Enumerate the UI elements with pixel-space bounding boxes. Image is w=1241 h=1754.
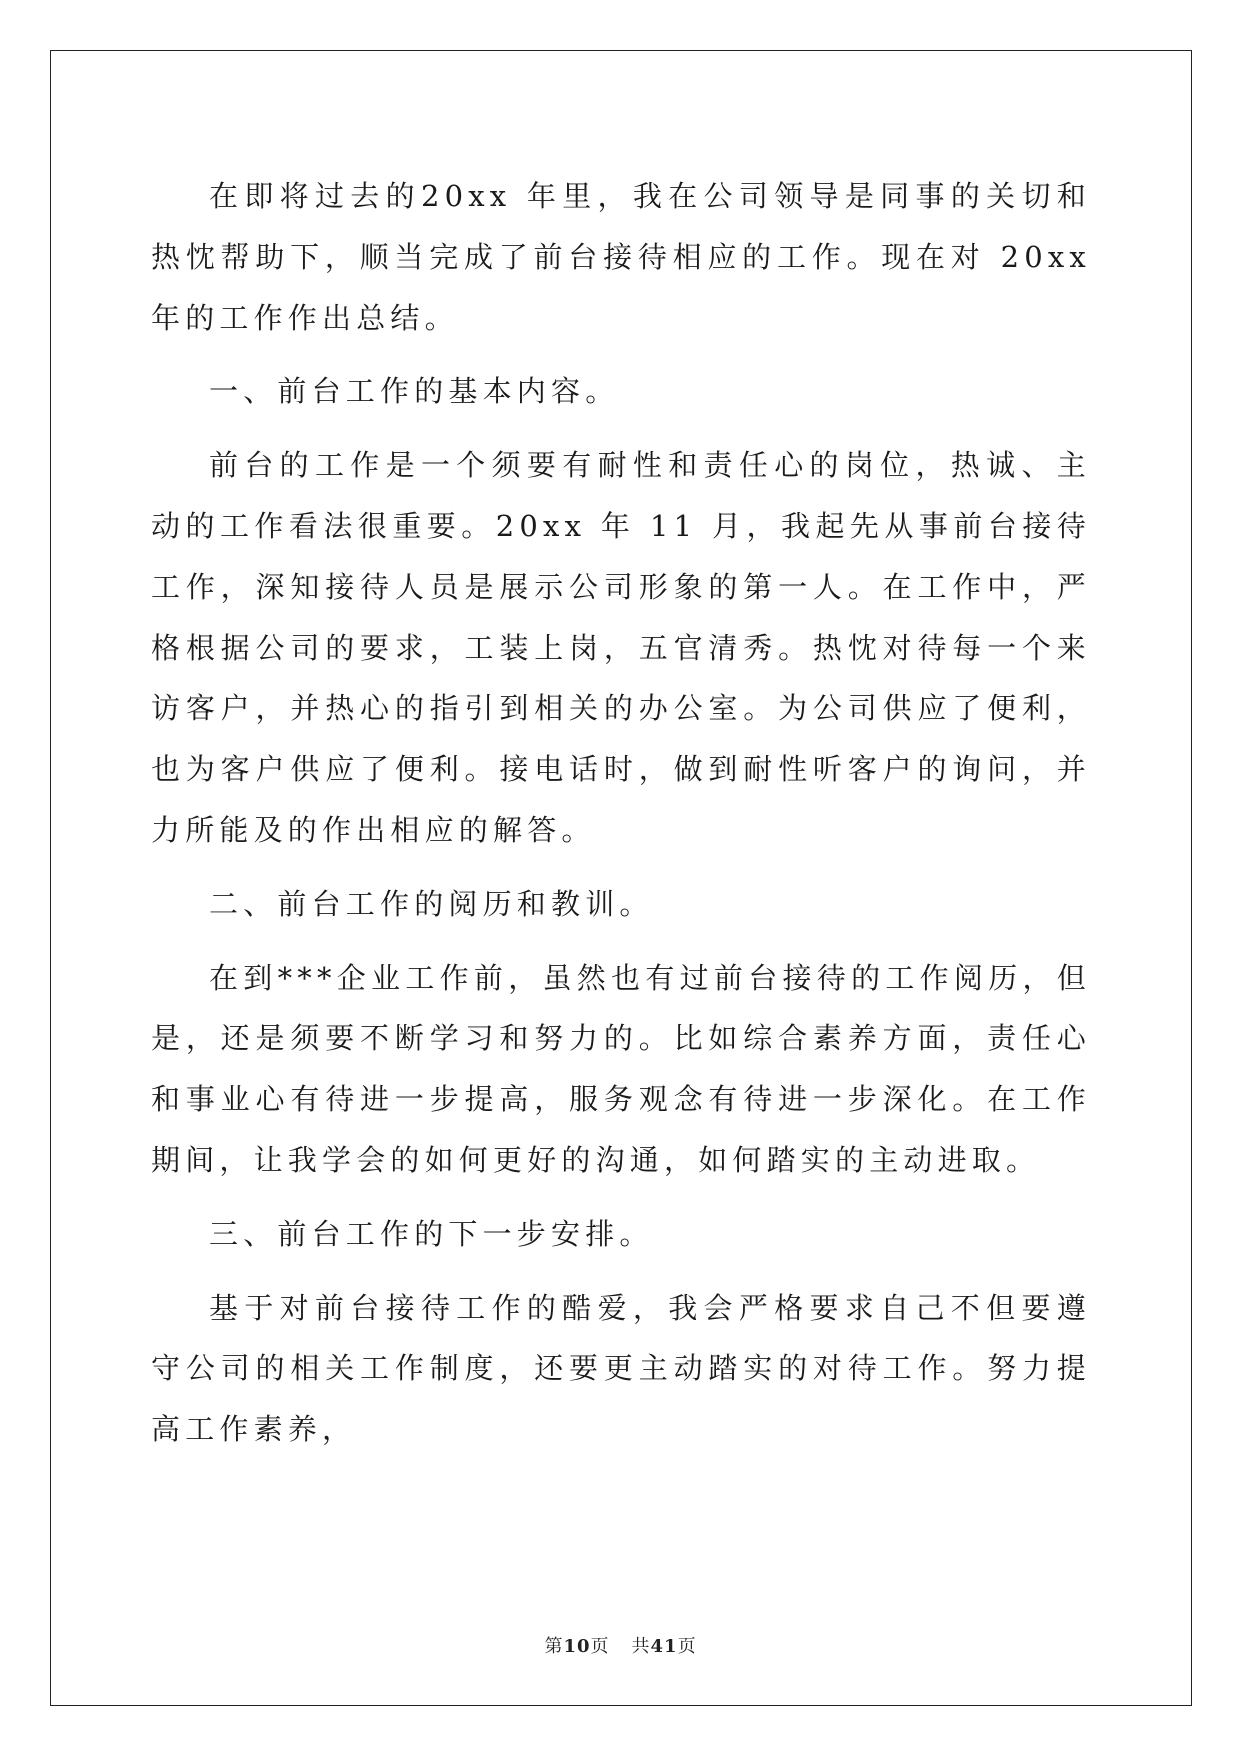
section-heading-2: 二、前台工作的阅历和教训。 [209, 886, 654, 921]
paragraph-intro: 在即将过去的20xx 年里，我在公司领导是同事的关切和热忱帮助下，顺当完成了前台接待相应的工作。现在对 20xx 年的工作作出总结。 [151, 179, 1091, 335]
paragraph-section-3: 基于对前台接待工作的酷爱，我会严格要求自己不但要遵守公司的相关工作制度，还要更主动踏实的对待工作。努力提高工作素养， [151, 1290, 1091, 1447]
footer-total-suffix: 页 [677, 1636, 697, 1657]
paragraph-section-2: 在到***企业工作前，虽然也有过前台接待的工作阅历，但是，还是须要不断学习和努力的。比如综合素养方面，责任心和事业心有待进一步提高，服务观念有待进一步深化。在工作期间，让我学会的如何更好的沟通，如何踏实的主动进取。 [151, 960, 1091, 1177]
document-body [151, 166, 1091, 1473]
section-heading-1: 一、前台工作的基本内容。 [209, 374, 620, 409]
total-pages-number: 41 [650, 1636, 678, 1657]
footer-prefix: 第 [544, 1636, 564, 1657]
current-page-number: 10 [563, 1636, 591, 1657]
section-heading-3: 三、前台工作的下一步安排。 [209, 1216, 654, 1251]
footer-total-prefix: 共 [631, 1636, 651, 1657]
paragraph-section-1: 前台的工作是一个须要有耐性和责任心的岗位，热诚、主动的工作看法很重要。20xx 年 11 月，我起先从事前台接待工作，深知接待人员是展示公司形象的第一人。在工作中，严格根据公司的要求，工装上岗，五官清秀。热忱对待每一个来访客户，并热心的指引到相关的办公室。为公司供应了便利，也为客户供应了便利。接电话时，做到耐性听客户的询问，并力所能及的作出相应的解答。 [151, 448, 1091, 847]
footer-page-word: 页 [590, 1636, 610, 1657]
page-footer [0, 1632, 1241, 1658]
